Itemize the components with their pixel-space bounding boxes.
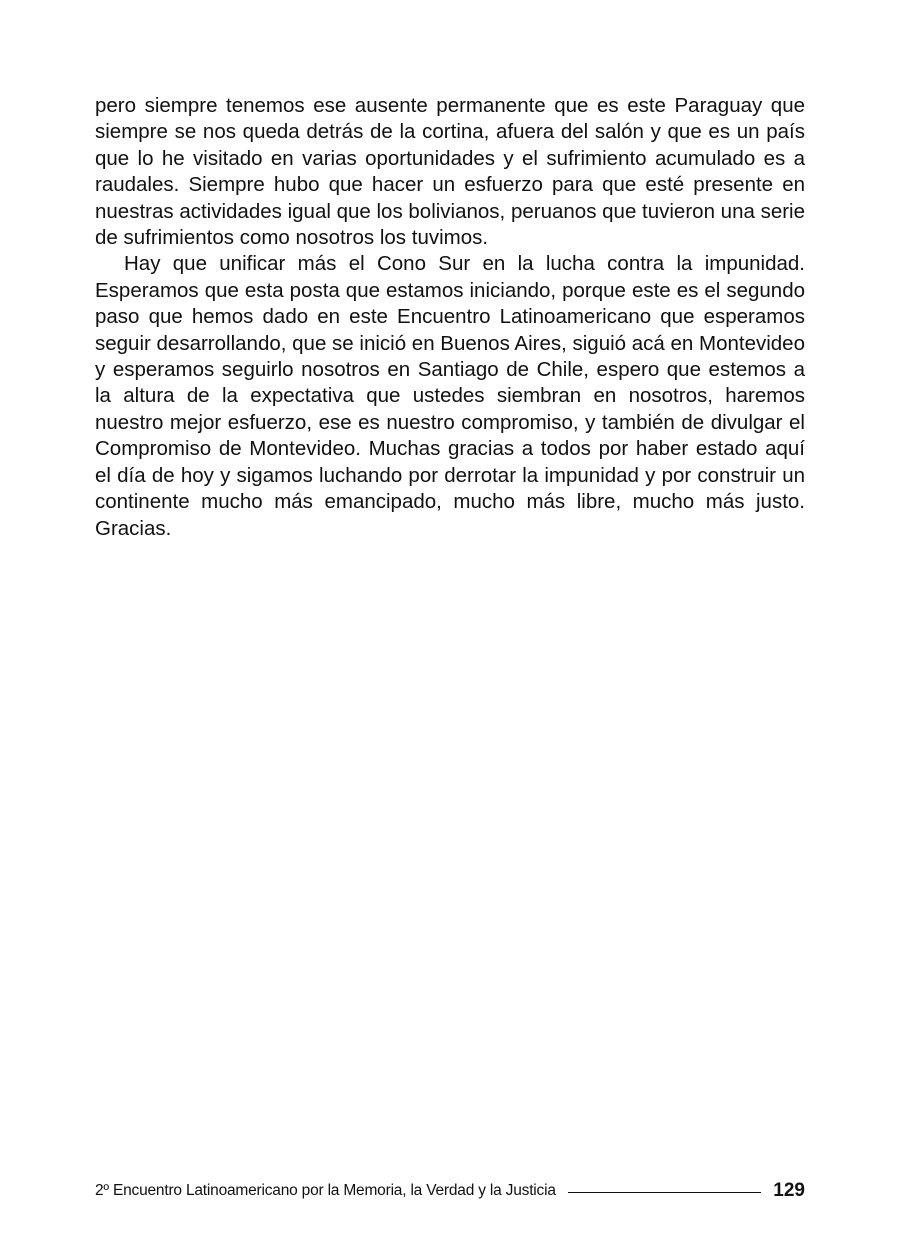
page-number: 129 — [773, 1180, 805, 1201]
page-body — [95, 93, 805, 542]
paragraph: Hay que unificar más el Cono Sur en la lucha contra la impunidad. Esperamos que esta posta que estamos iniciando, porque este es el segundo paso que hemos dado en este Encuentro Latinoamericano que esperamos seguir desarrollando, que se inició en Buenos Aires, siguió acá en Montevideo y esperamos seguirlo nosotros en Santiago de Chile, espero que estemos a la altura de la expectativa que ustedes siembran en nosotros, haremos nuestro mejor esfuerzo, ese es nuestro compromiso, y también de divulgar el Compromiso de Montevideo. Muchas gracias a todos por haber estado aquí el día de hoy y sigamos luchando por derrotar la impunidad y por construir un continente mucho más emancipado, mucho más libre, mucho más justo. Gracias. — [95, 252, 805, 540]
footer-rule — [568, 1192, 762, 1193]
paragraph-continued: pero siempre tenemos ese ausente permanente que es este Paraguay que siempre se nos queda detrás de la cortina, afuera del salón y que es un país que lo he visitado en varias oportunidades y el sufrimiento acumulado es a raudales. Siempre hubo que hacer un esfuerzo para que esté presente en nuestras actividades igual que los bolivianos, peruanos que tuvieron una serie de sufrimientos como nosotros los tuvimos. — [95, 94, 805, 250]
running-footer-title: 2º Encuentro Latinoamericano por la Memoria, la Verdad y la Justicia — [95, 1182, 556, 1199]
page-footer — [95, 1178, 805, 1204]
